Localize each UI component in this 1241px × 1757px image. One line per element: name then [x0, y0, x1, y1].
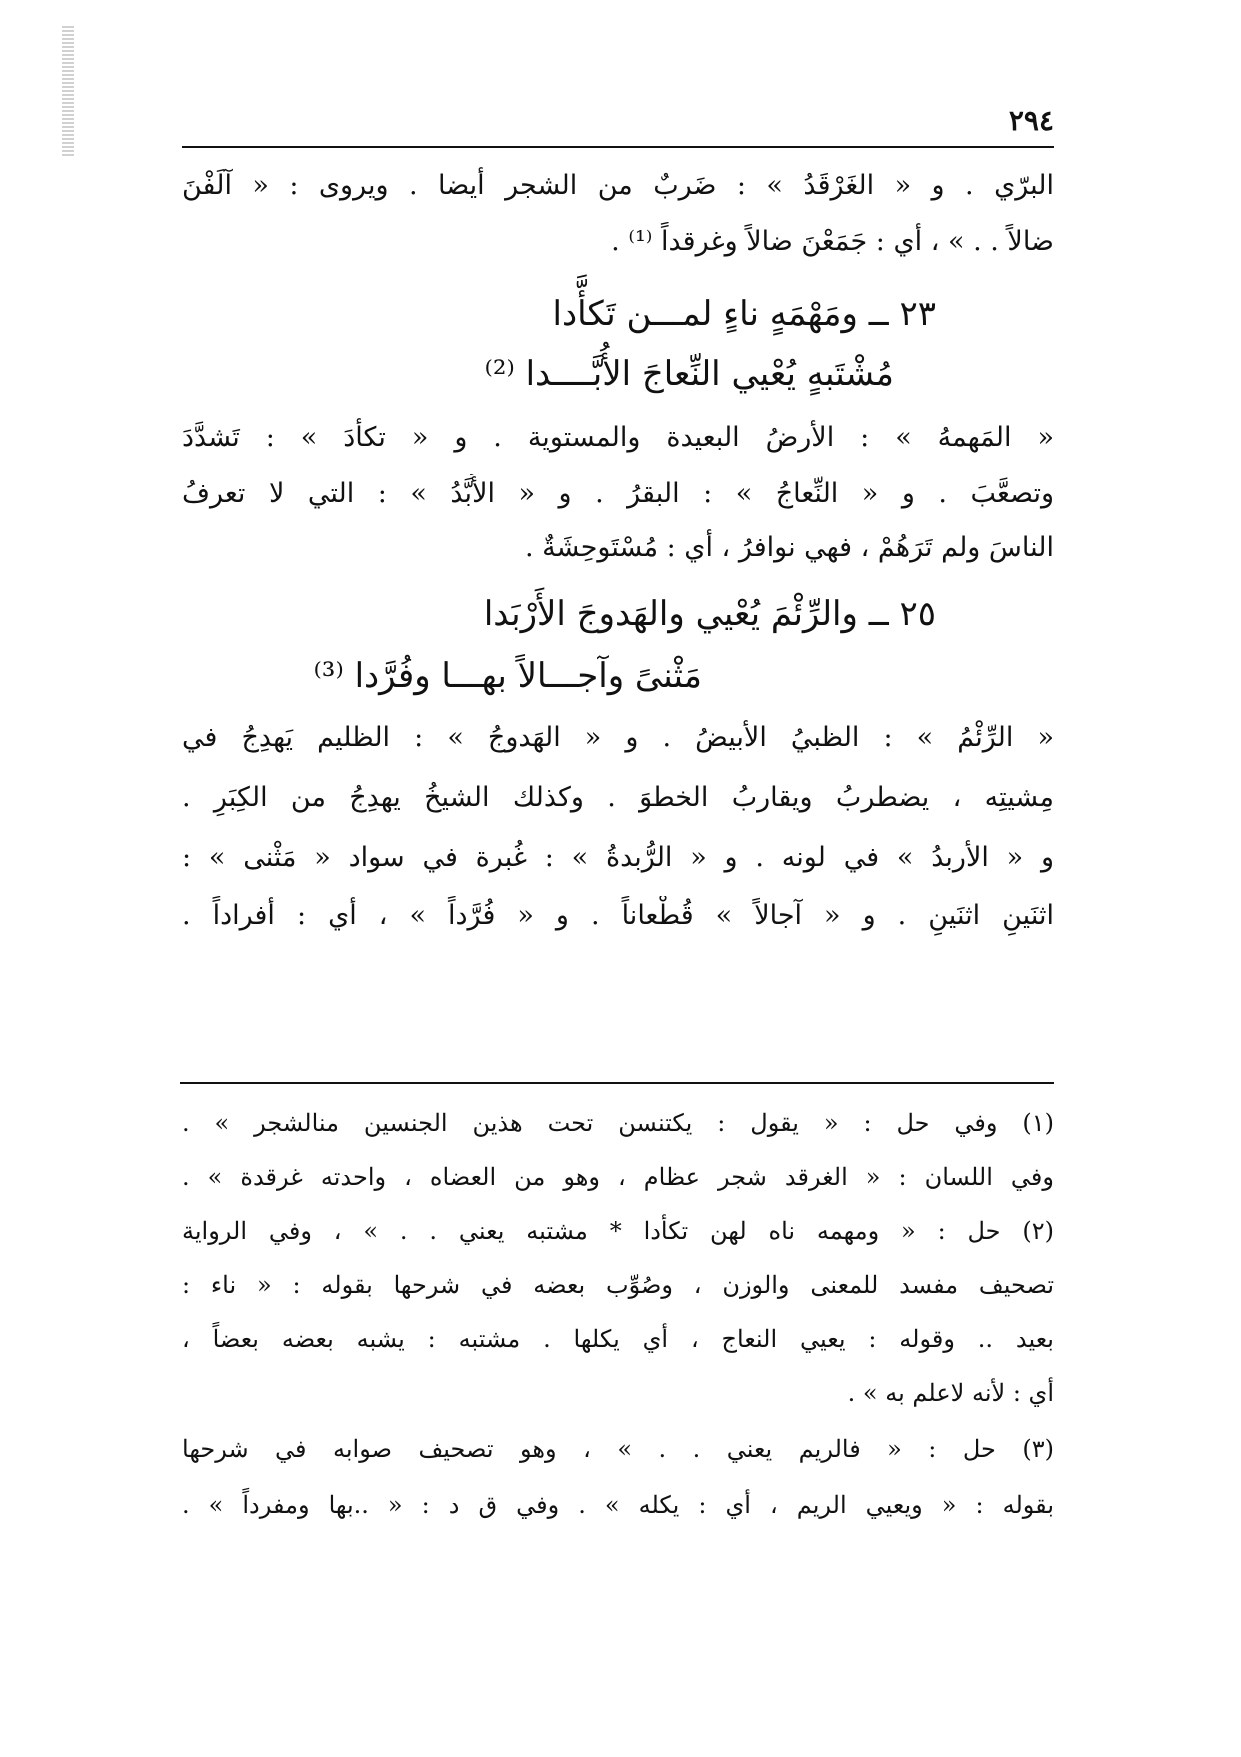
- verse-23-line-1: ٢٣ ــ ومَهْمَهٍ ناءٍ لمـــن تَكأَّدا: [552, 294, 936, 334]
- commentary-line: وتصعَّبَ . و « النِّعاجُ » : البقرُ . و « الأُبَّدُ » : التي لا تعرفُ: [182, 478, 1054, 509]
- scan-margin-mark: [62, 26, 74, 156]
- footnote-line: (٣) حل : « فالريم يعني . . » ، وهو تصحيف صوابه في شرحها: [182, 1435, 1054, 1463]
- commentary-line: « المَهمهُ » : الأرضُ البعيدة والمستوية . و « تكأدَ » : تَشدَّدَ: [182, 422, 1054, 453]
- commentary-line: « الرِّئْمُ » : الظبيُ الأبيضُ . و « الهَدوجُ » : الظليم يَهدِجُ في: [182, 722, 1054, 753]
- verse-25-line-2: مَثْنىً وآجـــالاً بهـــا وفُرَّدا ⁽³⁾: [313, 656, 702, 696]
- verse-23-line-2: مُشْتَبهٍ يُعْيي النِّعاجَ الأُبَّــــدا ⁽²⁾: [484, 354, 894, 394]
- verse-25-line-1: ٢٥ ــ والرِّئْمَ يُعْيي والهَدوجَ الأَرْبَدا: [483, 594, 936, 634]
- footnote-line: وفي اللسان : « الغرقد شجر عظام ، وهو من العضاه ، واحدته غرقدة » .: [182, 1163, 1054, 1191]
- commentary-line: البرّي . و « الغَرْقَدُ » : ضَربٌ من الشجر أيضا . ويروى : « آلَفْنَ: [182, 170, 1054, 201]
- footnote-rule: [180, 1082, 1054, 1084]
- footnote-line: (١) وفي حل : « يقول : يكتنسن تحت هذين الجنسين منالشجر » .: [182, 1109, 1054, 1137]
- commentary-line: اثنَينِ اثنَينِ . و « آجالاً » قُطْعاناً . و « فُرَّداً » ، أي : أفراداً .: [182, 900, 1054, 931]
- commentary-line: الناسَ ولم تَرَهُمْ ، فهي نوافرُ ، أي : مُسْتَوحِشَةٌ .: [524, 532, 1054, 563]
- commentary-line: ضالاً . . » ، أي : جَمَعْنَ ضالاً وغرقداً ⁽¹⁾ .: [611, 226, 1054, 257]
- footnote-line: أي : لأنه لاعلم به » .: [847, 1379, 1054, 1407]
- page-number: ٢٩٤: [1008, 104, 1054, 137]
- commentary-line: و « الأربدُ » في لونه . و « الرُّبدةُ » : غُبرة في سواد « مَثْنى » :: [182, 842, 1054, 873]
- footnote-line: تصحيف مفسد للمعنى والوزن ، وصُوِّب بعضه في شرحها بقوله : « ناء :: [182, 1271, 1054, 1299]
- footnote-line: بعيد .. وقوله : يعيي النعاج ، أي يكلها . مشتبه : يشبه بعضه بعضاً ،: [182, 1325, 1054, 1353]
- footnote-line: (٢) حل : « ومهمه ناه لهن تكأدا * مشتبه يعني . . » ، وفي الرواية: [182, 1217, 1054, 1245]
- commentary-line: مِشيتِه ، يضطربُ ويقاربُ الخطوَ . وكذلك الشيخُ يهدِجُ من الكِبَرِ .: [182, 782, 1054, 813]
- footnote-line: بقوله : « ويعيي الريم ، أي : يكله » . وفي ق د : « ..بها ومفرداً » .: [182, 1491, 1054, 1519]
- header-rule: [182, 146, 1054, 148]
